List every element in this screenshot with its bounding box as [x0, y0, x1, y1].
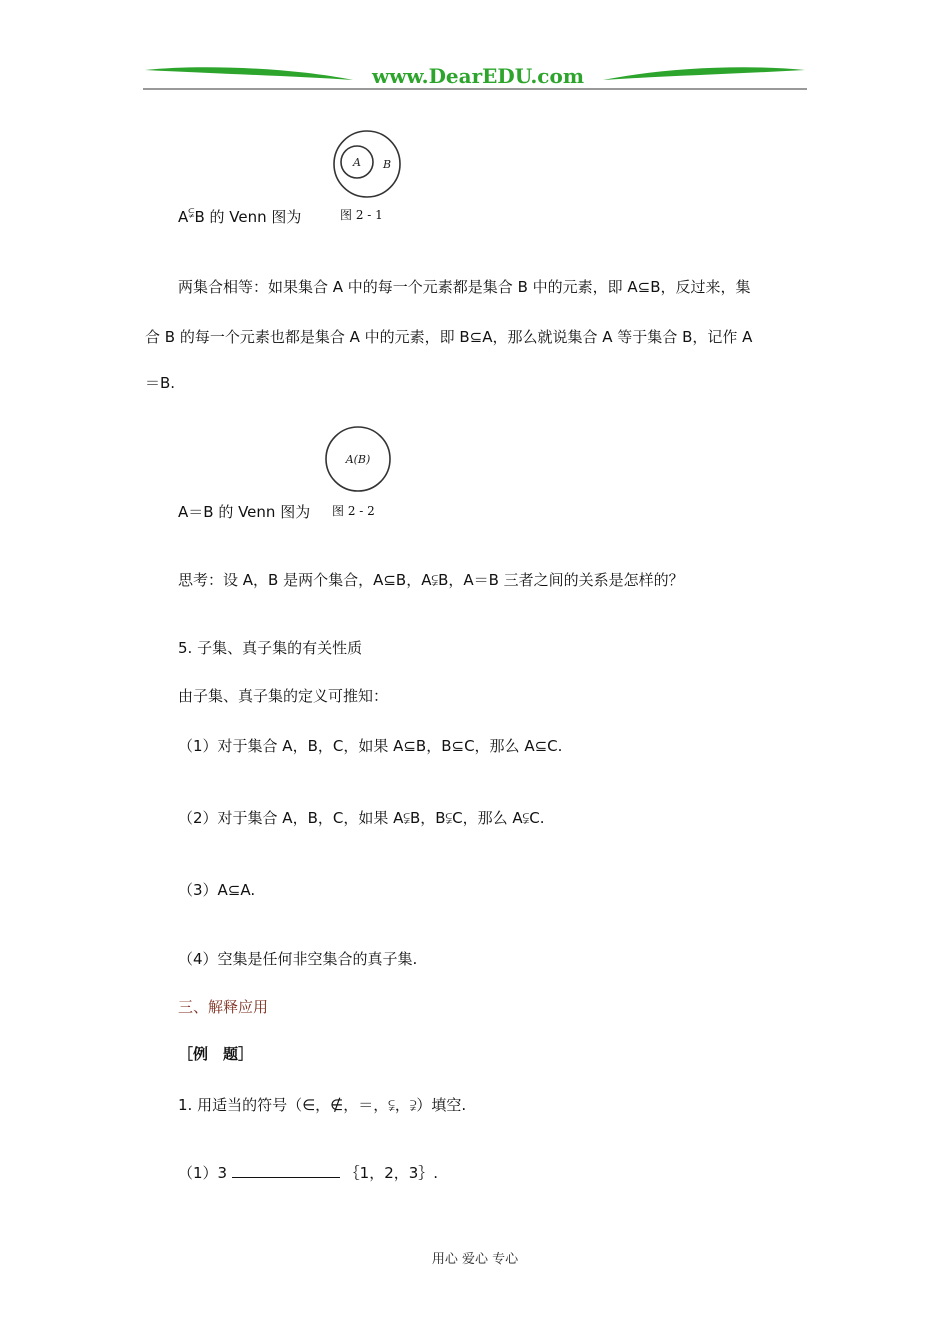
section-3-heading: 三、解释应用 — [178, 998, 269, 1016]
venn-inner-label: A — [353, 156, 361, 169]
equal-def-line-3: ＝B. — [145, 374, 176, 392]
figure-caption-1: 图 2 - 1 — [340, 208, 383, 222]
venn-outer-label: B — [383, 158, 392, 171]
venn-diagram-subset — [330, 128, 404, 202]
figure-caption-2: 图 2 - 2 — [332, 504, 375, 518]
header-banner — [143, 62, 807, 92]
venn2-line: A＝B 的 Venn 图为 — [178, 503, 311, 521]
answer-blank[interactable] — [232, 1163, 340, 1178]
left-swoosh-icon — [145, 67, 353, 80]
item-5-heading: 5. 子集、真子集的有关性质 — [178, 639, 363, 657]
footer-text: 用心 爱心 专心 — [431, 1252, 519, 1267]
question-1-part-1: （1）3 ｛1，2，3｝. — [178, 1164, 439, 1182]
venn1-line: A⫋B 的 Venn 图为 — [178, 205, 302, 226]
venn-equal-label: A(B) — [345, 453, 371, 466]
venn-diagram-equal — [322, 425, 394, 497]
derive-line: 由子集、真子集的定义可推知： — [178, 687, 389, 705]
property-2: （2）对于集合 A，B，C，如果 A⫋B，B⫋C，那么 A⫋C. — [178, 809, 545, 827]
equal-def-line-2: 合 B 的每一个元素也都是集合 A 中的元素，即 B⊆A，那么就说集合 A 等于集合 B，记作 A — [145, 328, 753, 346]
property-1: （1）对于集合 A，B，C，如果 A⊆B，B⊆C，那么 A⊆C. — [178, 737, 563, 755]
equal-def-line-1: 两集合相等：如果集合 A 中的每一个元素都是集合 B 中的元素，即 A⊆B，反过来，集 — [178, 278, 751, 296]
question-1: 1. 用适当的符号（∈，∉，＝，⫋，⫌）填空. — [178, 1096, 467, 1114]
property-3: （3）A⊆A. — [178, 881, 256, 899]
right-swoosh-icon — [603, 67, 805, 80]
site-logo-text: www.DearEDU.com — [371, 64, 585, 88]
think-question: 思考：设 A，B 是两个集合，A⊆B，A⫋B，A＝B 三者之间的关系是怎样的？ — [178, 571, 684, 589]
property-4: （4）空集是任何非空集合的真子集. — [178, 950, 418, 968]
example-heading: ［例 题］ — [178, 1045, 254, 1063]
